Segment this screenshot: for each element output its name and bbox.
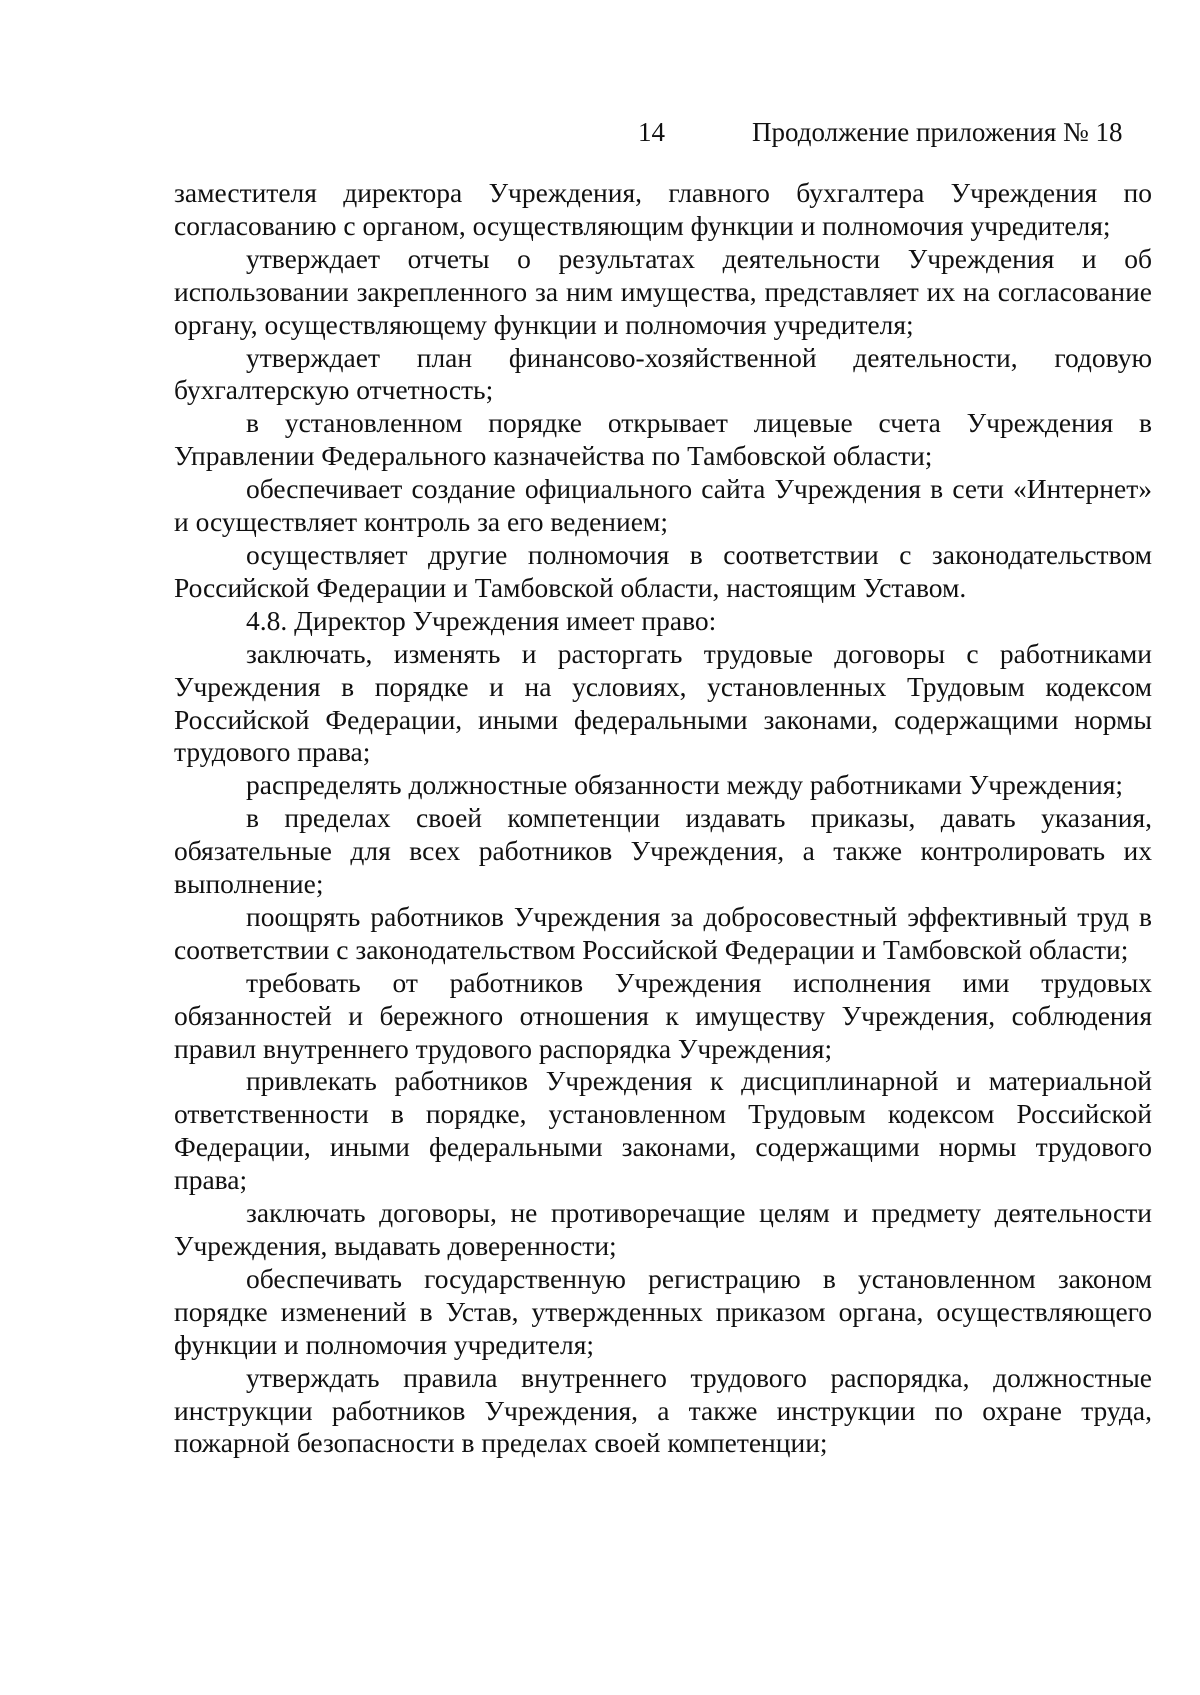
paragraph: утверждать правила внутреннего трудового распорядка, должностные инструкции работников Учреждения, а также инструкции по охране труда, пожарной безопасности в пределах своей компетенции; <box>174 1361 1152 1459</box>
paragraph: обеспечивать государственную регистрацию в установленном законом порядке изменений в Устав, утвержденных приказом органа, осуществляющего функции и полномочия учредителя; <box>174 1262 1152 1360</box>
page-header <box>0 114 1200 150</box>
paragraph: заместителя директора Учреждения, главного бухгалтера Учреждения по согласованию с органом, осуществляющим функции и полномочия учредителя; <box>174 177 1152 241</box>
paragraph: в установленном порядке открывает лицевые счета Учреждения в Управлении Федерального казначейства по Тамбовской области; <box>174 407 1152 472</box>
paragraph: осуществляет другие полномочия в соответствии с законодательством Российской Федерации и Тамбовской области, настоящим Уставом. <box>174 538 1152 603</box>
page-number: 14 <box>638 117 665 147</box>
paragraph: в пределах своей компетенции издавать приказы, давать указания, обязательные для всех работников Учреждения, а также контролировать их выполнение; <box>174 802 1152 900</box>
paragraph: заключать, изменять и расторгать трудовые договоры с работниками Учреждения в порядке и на условиях, установленных Трудовым кодексом Российской Федерации, иными федеральными законами, содержащими нормы трудового права; <box>174 637 1152 768</box>
section-heading: 4.8. Директор Учреждения имеет право: <box>246 604 717 636</box>
paragraph: распределять должностные обязанности между работниками Учреждения; <box>246 769 1124 801</box>
continuation-label: Продолжение приложения № 18 <box>752 117 1123 147</box>
paragraph: требовать от работников Учреждения исполнения ими трудовых обязанностей и бережного отношения к имуществу Учреждения, соблюдения правил внутреннего трудового распорядка Учреждения; <box>174 966 1152 1064</box>
paragraph: утверждает план финансово-хозяйственной деятельности, годовую бухгалтерскую отчетность; <box>174 341 1152 406</box>
paragraph: утверждает отчеты о результатах деятельности Учреждения и об использовании закрепленного за ним имущества, представляет их на согласование органу, осуществляющему функции и полномочия учредителя; <box>174 242 1152 340</box>
paragraph: привлекать работников Учреждения к дисциплинарной и материальной ответственности в порядке, установленном Трудовым кодексом Российской Федерации, иными федеральными законами, содержащими нормы трудового права; <box>174 1065 1152 1196</box>
paragraph: обеспечивает создание официального сайта Учреждения в сети «Интернет» и осуществляет контроль за его ведением; <box>174 473 1152 538</box>
document-body <box>174 177 1152 1460</box>
paragraph: заключать договоры, не противоречащие целям и предмету деятельности Учреждения, выдавать доверенности; <box>174 1197 1152 1261</box>
paragraph: поощрять работников Учреждения за добросовестный эффективный труд в соответствии с законодательством Российской Федерации и Тамбовской области; <box>174 900 1152 965</box>
